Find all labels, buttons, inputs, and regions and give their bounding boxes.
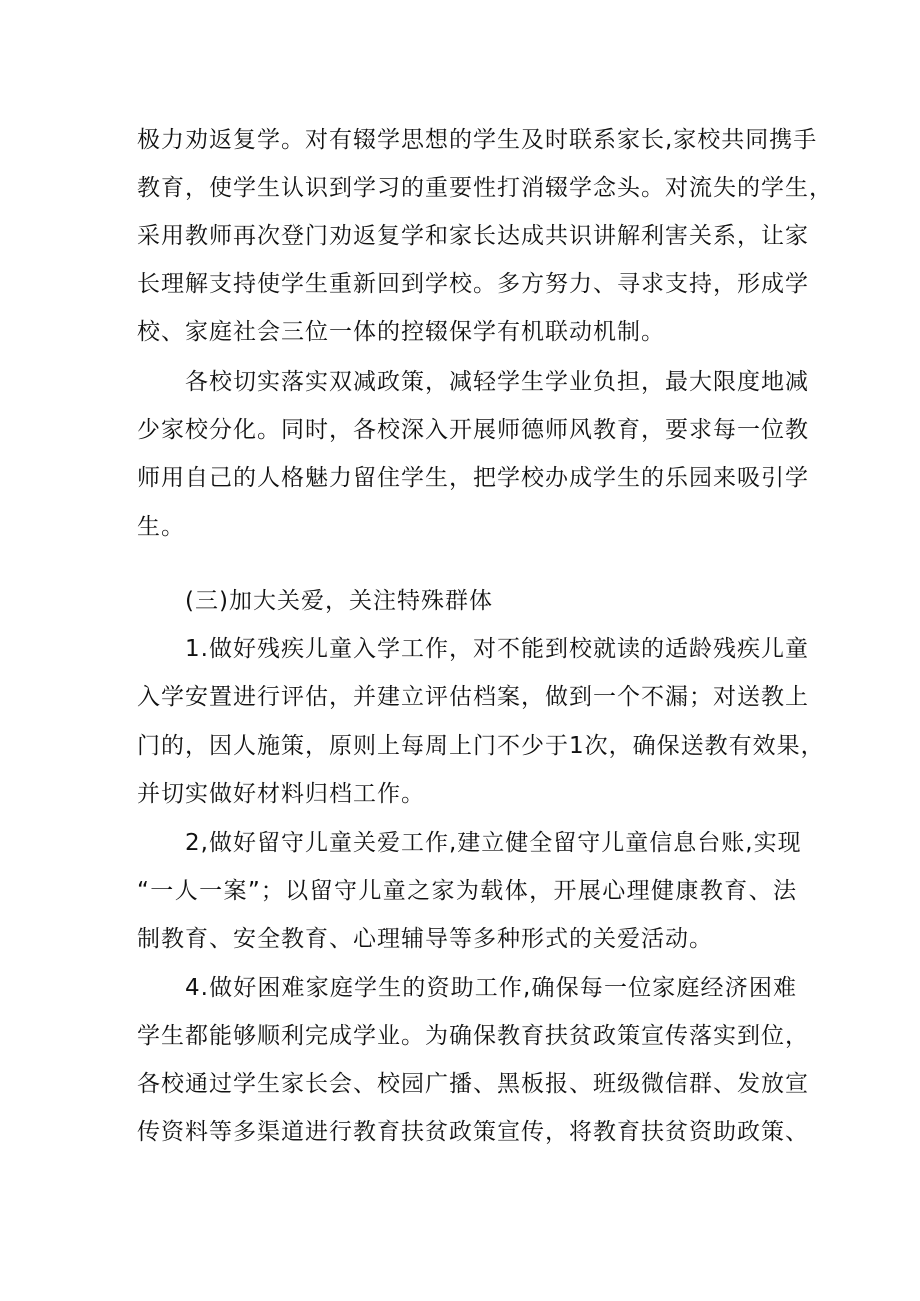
paragraph-line: 师用自己的人格魅力留住学生，把学校办成学生的乐园来吸引学 [137, 465, 809, 491]
paragraph-line: 传资料等多渠道进行教育扶贫政策宣传，将教育扶贫资助政策、 [137, 1119, 809, 1145]
paragraph-line: 少家校分化。同时，各校深入开展师德师风教育，要求每一位教 [137, 417, 809, 443]
paragraph-line: 各校切实落实双减政策，减轻学生学业负担，最大限度地减 [185, 369, 809, 395]
paragraph-line: 采用教师再次登门劝返复学和家长达成共识讲解利害关系，让家 [137, 223, 809, 249]
section-heading: (三)加大关爱，关注特殊群体 [185, 588, 493, 614]
paragraph-line: 学生都能够顺利完成学业。为确保教育扶贫政策宣传落实到位， [137, 1023, 809, 1049]
paragraph-line: 入学安置进行评估，并建立评估档案，做到一个不漏；对送教上 [137, 684, 809, 710]
paragraph-line: 各校通过学生家长会、校园广播、黑板报、班级微信群、发放宣 [137, 1071, 809, 1097]
paragraph-line: 生。 [137, 514, 185, 540]
paragraph-line: 长理解支持使学生重新回到学校。多方努力、寻求支持，形成学 [137, 271, 809, 297]
paragraph-line: 4.做好困难家庭学生的资助工作,确保每一位家庭经济困难 [185, 975, 797, 1001]
paragraph-line: 2,做好留守儿童关爱工作,建立健全留守儿童信息台账,实现 [185, 830, 802, 856]
paragraph-line: 极力劝返复学。对有辍学思想的学生及时联系家长,家校共同携手 [137, 127, 818, 153]
paragraph-line: “一人一案”；以留守儿童之家为载体，开展心理健康教育、法 [137, 878, 797, 904]
paragraph-line: 制教育、安全教育、心理辅导等多种形式的关爱活动。 [137, 926, 713, 952]
paragraph-line: 校、家庭社会三位一体的控辍保学有机联动机制。 [137, 319, 665, 345]
paragraph-line: 教育，使学生认识到学习的重要性打消辍学念头。对流失的学生， [137, 175, 833, 201]
paragraph-line: 1.做好残疾儿童入学工作，对不能到校就读的适龄残疾儿童 [185, 636, 809, 662]
paragraph-line: 门的，因人施策，原则上每周上门不少于1次，确保送教有效果， [137, 733, 825, 759]
paragraph-line: 并切实做好材料归档工作。 [137, 781, 425, 807]
